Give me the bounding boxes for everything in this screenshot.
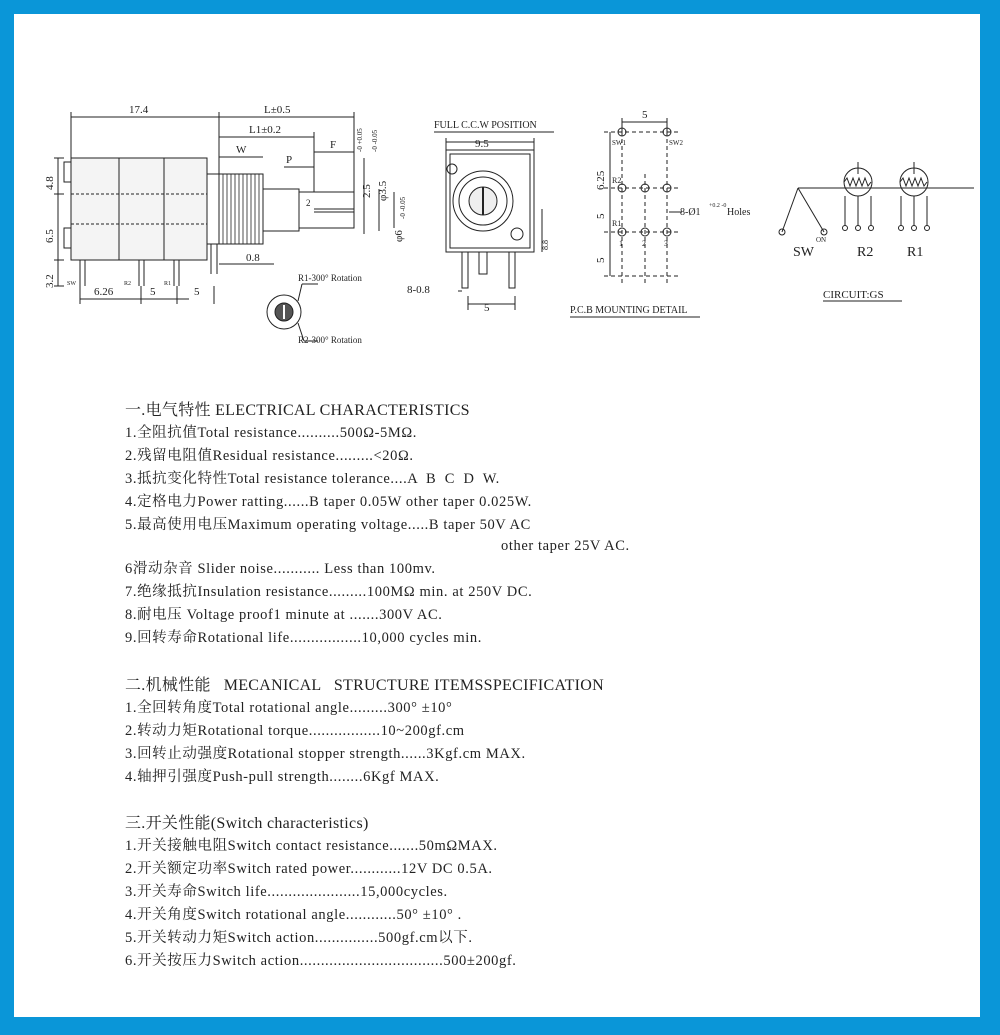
side-dim-5a: 5 bbox=[150, 286, 156, 298]
front-view-title: FULL C.C.W POSITION bbox=[434, 120, 537, 131]
side-dim-slot-tol: -0 +0.05 bbox=[356, 128, 364, 152]
spec-line: 5.开关转动力矩Switch action...............500gf.cm以下. bbox=[125, 930, 473, 946]
front-dim-5: 5 bbox=[484, 302, 490, 314]
section-mechanical bbox=[125, 675, 604, 789]
section-switch-title: 三.开关性能(Switch characteristics) bbox=[125, 815, 369, 832]
spec-line: 1.开关接触电阻Switch contact resistance.......50mΩMAX. bbox=[125, 838, 498, 854]
spec-line: 6.开关按压力Switch action..................................500±200gf. bbox=[125, 953, 517, 969]
circuit-label-r2: R2 bbox=[857, 245, 874, 260]
pcb-holes-tol: +0.2 -0 bbox=[709, 203, 727, 209]
spec-line: 3.抵抗变化特性Total resistance tolerance....A B C D W. bbox=[125, 471, 500, 487]
circuit-label-sw: SW bbox=[793, 245, 814, 260]
side-r1-rotation: R1-300° Rotation bbox=[298, 273, 362, 283]
pcb-dim-5b: 5 bbox=[595, 257, 607, 263]
side-dim-P: P bbox=[286, 154, 293, 166]
side-dim-5b: 5 bbox=[194, 286, 200, 298]
front-dim-9-5: 9.5 bbox=[475, 138, 489, 150]
side-dim-d6: φ6 bbox=[393, 230, 405, 242]
side-dim-d6-tol: -0 -0.05 bbox=[399, 196, 407, 219]
spec-line: 2.转动力矩Rotational torque.................10~200gf.cm bbox=[125, 723, 465, 739]
circuit-label-on: ON bbox=[816, 236, 827, 244]
side-dim-d35-tol: -0 -0.05 bbox=[371, 129, 379, 152]
pcb-label-r2: R2 bbox=[612, 176, 622, 185]
side-dim-F: F bbox=[330, 139, 337, 151]
pcb-dim-5: 5 bbox=[642, 109, 648, 121]
spec-line: 9.回转寿命Rotational life.................10,000 cycles min. bbox=[125, 630, 482, 646]
side-dim-L: L±0.5 bbox=[264, 104, 291, 116]
technical-drawings bbox=[14, 14, 980, 374]
spec-line: 3.回转止动强度Rotational stopper strength......3Kgf.cm MAX. bbox=[125, 746, 526, 762]
side-dim-slot: 2.5 bbox=[361, 184, 373, 198]
spec-line: 7.绝缘抵抗Insulation resistance.........100MΩ min. at 250V DC. bbox=[125, 584, 533, 600]
side-view-drawing bbox=[54, 112, 394, 341]
section-electrical-title: 一.电气特性 ELECTRICAL CHARACTERISTICS bbox=[125, 402, 470, 419]
side-dim-L1: L1±0.2 bbox=[249, 124, 282, 136]
side-pin-sw: SW bbox=[67, 281, 76, 287]
section-mechanical-title: 二.机械性能 MECANICAL STRUCTURE ITEMSSPECIFICATION bbox=[125, 677, 605, 694]
spec-line: 3.开关寿命Switch life......................15,000cycles. bbox=[125, 884, 448, 900]
pcb-holes-suffix: Holes bbox=[727, 207, 751, 218]
side-dim-6-26: 6.26 bbox=[94, 286, 114, 298]
spec-line: 5.最高使用电压Maximum operating voltage.....B taper 50V AC bbox=[125, 517, 531, 533]
front-view-drawing bbox=[434, 132, 554, 310]
spec-line: 1.全回转角度Total rotational angle.........300° ±10° bbox=[125, 700, 453, 716]
pcb-dim-6-25: 6.25 bbox=[595, 170, 607, 190]
front-dim-8-0-8: 8-0.8 bbox=[407, 284, 430, 296]
section-switch bbox=[125, 813, 517, 973]
spec-line: 1.全阻抗值Total resistance..........500Ω-5MΩ. bbox=[125, 425, 417, 441]
pcb-label-sw2: SW2 bbox=[669, 139, 683, 147]
spec-line: 4.定格电力Power ratting......B taper 0.05W other taper 0.025W. bbox=[125, 494, 532, 510]
spec-line: 6滑动杂音 Slider noise........... Less than 100mv. bbox=[125, 561, 436, 577]
spec-line: 4.开关角度Switch rotational angle............50° ±10° . bbox=[125, 907, 462, 923]
circuit-diagram bbox=[779, 162, 974, 301]
pcb-label-sw1: SW1 bbox=[612, 139, 626, 147]
pcb-dim-5a: 5 bbox=[595, 213, 607, 219]
spec-line: 2.开关额定功率Switch rated power............12V DC 0.5A. bbox=[125, 861, 493, 877]
spec-line: 8.耐电压 Voltage proof1 minute at .......300V AC. bbox=[125, 607, 443, 623]
side-r2-rotation: R2-300° Rotation bbox=[298, 335, 362, 345]
side-dim-4-8: 4.8 bbox=[44, 176, 56, 190]
side-dim-d35: φ3.5 bbox=[377, 180, 389, 201]
side-dim-3-2: 3.2 bbox=[44, 274, 56, 288]
spec-line-continuation: other taper 25V AC. bbox=[501, 538, 630, 554]
spec-line: 2.残留电阻值Residual resistance.........<20Ω. bbox=[125, 448, 414, 464]
side-pin-r1: R1 bbox=[164, 281, 172, 287]
front-dim-8-8: 8.8 bbox=[541, 240, 550, 250]
side-pin-r2: R2 bbox=[124, 281, 132, 287]
side-dim-W: W bbox=[236, 144, 247, 156]
pcb-holes: 8-Ø1 bbox=[680, 207, 701, 218]
section-electrical bbox=[125, 400, 630, 650]
circuit-title: CIRCUIT:GS bbox=[823, 289, 884, 301]
spec-sheet bbox=[14, 14, 980, 1017]
circuit-label-r1: R1 bbox=[907, 245, 924, 260]
pcb-title: P.C.B MOUNTING DETAIL bbox=[570, 305, 688, 316]
spec-line: 4.轴押引强度Push-pull strength........6Kgf MAX. bbox=[125, 769, 440, 785]
pcb-pin-1: 1 bbox=[619, 239, 623, 248]
side-dim-6-5: 6.5 bbox=[44, 229, 56, 243]
side-shaft-mark: 2 bbox=[306, 198, 311, 208]
side-dim-0-8: 0.8 bbox=[246, 252, 260, 264]
side-dim-total: 17.4 bbox=[129, 104, 149, 116]
pcb-pin-3: 3 bbox=[664, 239, 668, 248]
pcb-label-r1: R1 bbox=[612, 219, 622, 228]
pcb-pin-2: 2 bbox=[642, 239, 646, 248]
